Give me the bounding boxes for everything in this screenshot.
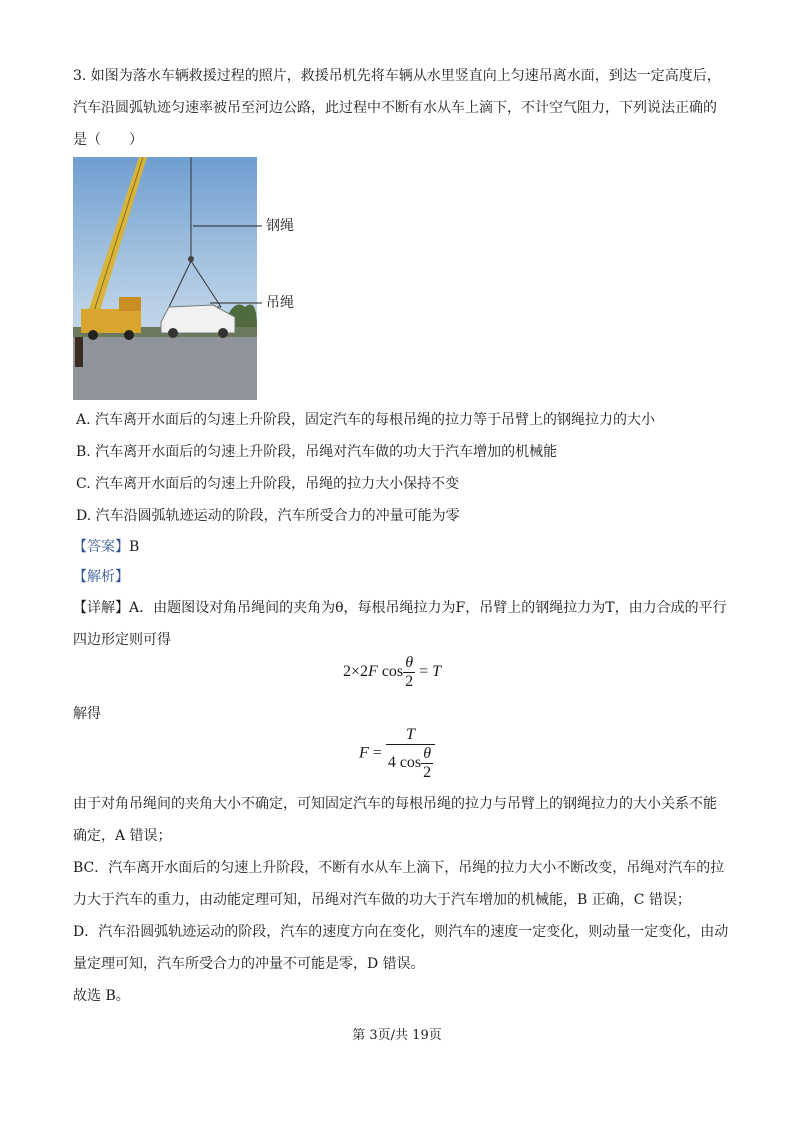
analysis-line-6: 量定理可知，汽车所受合力的冲量不可能是零，D 错误。 (73, 956, 425, 972)
formula1-T: T (432, 663, 442, 681)
label-hanging-rope: 吊绳 (266, 295, 294, 311)
question-line-1: 3. 如图为落水车辆救援过程的照片，救援吊机先将车辆从水里竖直向上匀速吊离水面，到达一定高度后， (73, 68, 721, 84)
formula1-eq: = (415, 663, 433, 681)
formula2-fraction (386, 726, 435, 782)
question-line-3: 是（ ） (73, 132, 143, 148)
option-a: A. 汽车离开水面后的匀速上升阶段，固定汽车的每根吊绳的拉力等于吊臂上的钢绳拉力的大小 (76, 412, 656, 428)
formula2-inner-num: θ (423, 745, 432, 762)
analysis-line-2: 确定，A 错误； (73, 828, 172, 844)
formula2-inner-den: 2 (423, 764, 432, 781)
analysis-line-5: D．汽车沿圆弧轨迹运动的阶段，汽车的速度方向在变化，则汽车的速度一定变化，则动量一定变化，由动 (73, 924, 729, 940)
analysis-tag-text: 【解析】 (73, 569, 129, 585)
analysis-line-4: 力大于汽车的重力，由动能定理可知，吊绳对汽车做的功大于汽车增加的机械能，B 正确，C 错误； (73, 892, 691, 908)
formula1-F: F (368, 663, 378, 681)
formula2-num: T (406, 726, 415, 743)
answer-tag: 【答案】 (73, 539, 129, 555)
formula2-eq: = (368, 744, 386, 762)
analysis-line-1: 由于对角吊绳间的夹角大小不确定，可知固定汽车的每根吊绳的拉力与吊臂上的钢绳拉力的大小关系不能 (73, 796, 717, 812)
question-line-2: 汽车沿圆弧轨迹匀速率被吊至河边公路，此过程中不断有水从车上滴下，不计空气阻力，下列说法正确的 (73, 100, 717, 116)
option-d: D. 汽车沿圆弧轨迹运动的阶段，汽车所受合力的冲量可能为零 (76, 508, 460, 524)
option-b: B. 汽车离开水面后的匀速上升阶段，吊绳对汽车做的功大于汽车增加的机械能 (76, 444, 558, 460)
photo-leader-lines (190, 215, 270, 315)
detail-line-2: 四边形定则可得 (73, 632, 171, 648)
answer-value: B (129, 539, 140, 555)
formula1-cos: cos (377, 663, 404, 681)
analysis-tag (73, 567, 129, 587)
analysis-line-7: 故选 B。 (73, 988, 130, 1004)
option-c: C. 汽车离开水面后的匀速上升阶段，吊绳的拉力大小保持不变 (76, 476, 460, 492)
detail-tag: 【详解】 (73, 600, 129, 616)
detail-line-1 (73, 598, 727, 618)
formula2-inner-fraction (421, 745, 433, 782)
formula1-den: 2 (405, 673, 414, 690)
answer-line (73, 537, 139, 557)
formula2-F: F (359, 744, 369, 762)
formula2-den-coef: 4 cos (387, 754, 422, 772)
formula1-fraction (403, 654, 415, 691)
detail-text-1: A．由题图设对角吊绳间的夹角为θ，每根吊绳拉力为F，吊臂上的钢绳拉力为T，由力合成的平行 (129, 600, 727, 616)
formula1-prefix: 2×2 (343, 663, 369, 681)
page-footer: 第 3页/共 19页 (352, 1028, 442, 1043)
formula2-den (386, 744, 435, 782)
label-steel-rope: 钢绳 (266, 218, 294, 234)
analysis-line-3: BC．汽车离开水面后的匀速上升阶段，不断有水从车上滴下，吊绳的拉力大小不断改变，吊绳对汽车的拉 (73, 860, 725, 876)
formula-solution (359, 726, 435, 782)
formula-force-balance (343, 654, 441, 691)
formula1-num: θ (405, 654, 414, 671)
jie-de: 解得 (73, 706, 101, 722)
